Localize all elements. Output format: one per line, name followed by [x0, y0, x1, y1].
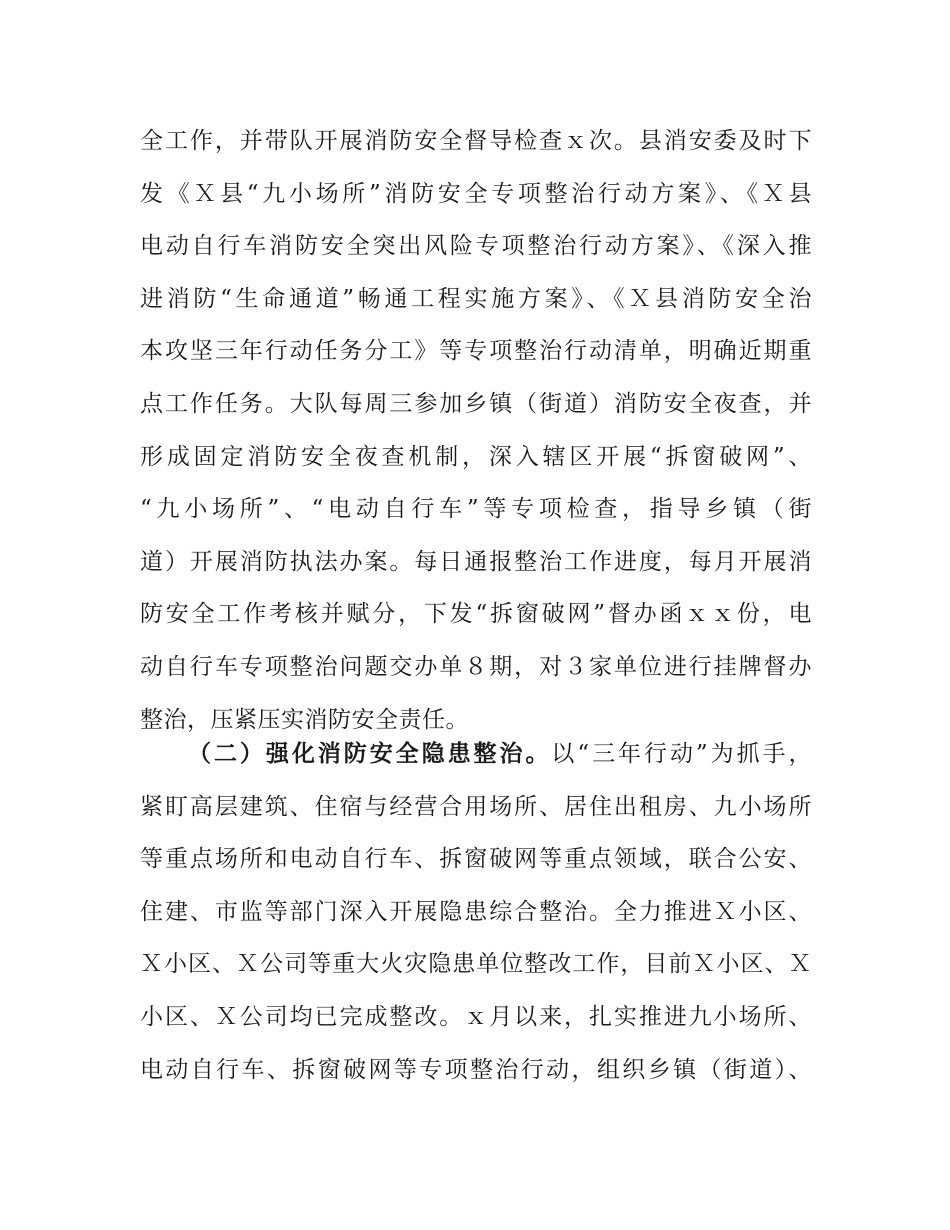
section-heading: （二）强化消防安全隐患整治。 — [188, 741, 552, 767]
paragraph-2-line-7: 电动自行车、拆窗破网等专项整治行动，组织乡镇（街道）、 — [140, 1056, 812, 1083]
paragraph-2-line-6: 小区、Ｘ公司均已完成整改。ｘ月以来，扎实推进九小场所、 — [140, 1003, 812, 1030]
paragraph-2-line-5: Ｘ小区、Ｘ公司等重大火灾隐患单位整改工作，目前Ｘ小区、Ｘ — [140, 951, 812, 978]
paragraph-1-line-1: 全工作，并带队开展消防安全督导检查ｘ次。县消安委及时下 — [140, 128, 812, 154]
paragraph-2-line-1 — [140, 728, 812, 781]
paragraph-2-line-2: 紧盯高层建筑、住宿与经营合用场所、居住出租房、九小场所 — [140, 793, 812, 820]
paragraph-1-line-2: 发《Ｘ县“九小场所”消防安全专项整治行动方案》、《Ｘ县 — [140, 180, 812, 207]
paragraph-1-line-10: 防安全工作考核并赋分，下发“拆窗破网”督办函ｘｘ份，电 — [140, 601, 812, 628]
paragraph-2-line-4: 住建、市监等部门深入开展隐患综合整治。全力推进Ｘ小区、 — [140, 898, 812, 925]
paragraph-1-line-9: 道）开展消防执法办案。每日通报整治工作进度，每月开展消 — [140, 548, 812, 575]
paragraph-1-line-7: 形成固定消防安全夜查机制，深入辖区开展“拆窗破网”、 — [140, 443, 812, 470]
paragraph-2-line-1-text: 以“三年行动”为抓手， — [551, 741, 812, 767]
paragraph-1-line-4: 进消防“生命通道”畅通工程实施方案》、《Ｘ县消防安全治 — [140, 285, 812, 312]
paragraph-1-line-8: “九小场所”、“电动自行车”等专项检查，指导乡镇（街 — [140, 496, 812, 523]
paragraph-2-line-3: 等重点场所和电动自行车、拆窗破网等重点领域，联合公安、 — [140, 846, 812, 873]
paragraph-1-line-11: 动自行车专项整治问题交办单８期，对３家单位进行挂牌督办 — [140, 653, 812, 680]
paragraph-1-line-12: 整治，压紧压实消防安全责任。 — [140, 706, 469, 733]
paragraph-1-line-5: 本攻坚三年行动任务分工》等专项整治行动清单，明确近期重 — [140, 338, 812, 365]
paragraph-1-line-6: 点工作任务。大队每周三参加乡镇（街道）消防安全夜查，并 — [140, 390, 812, 417]
paragraph-2 — [140, 728, 812, 1096]
paragraph-1-line-3: 电动自行车消防安全突出风险专项整治行动方案》、《深入推 — [140, 233, 812, 260]
paragraph-1 — [140, 115, 812, 746]
